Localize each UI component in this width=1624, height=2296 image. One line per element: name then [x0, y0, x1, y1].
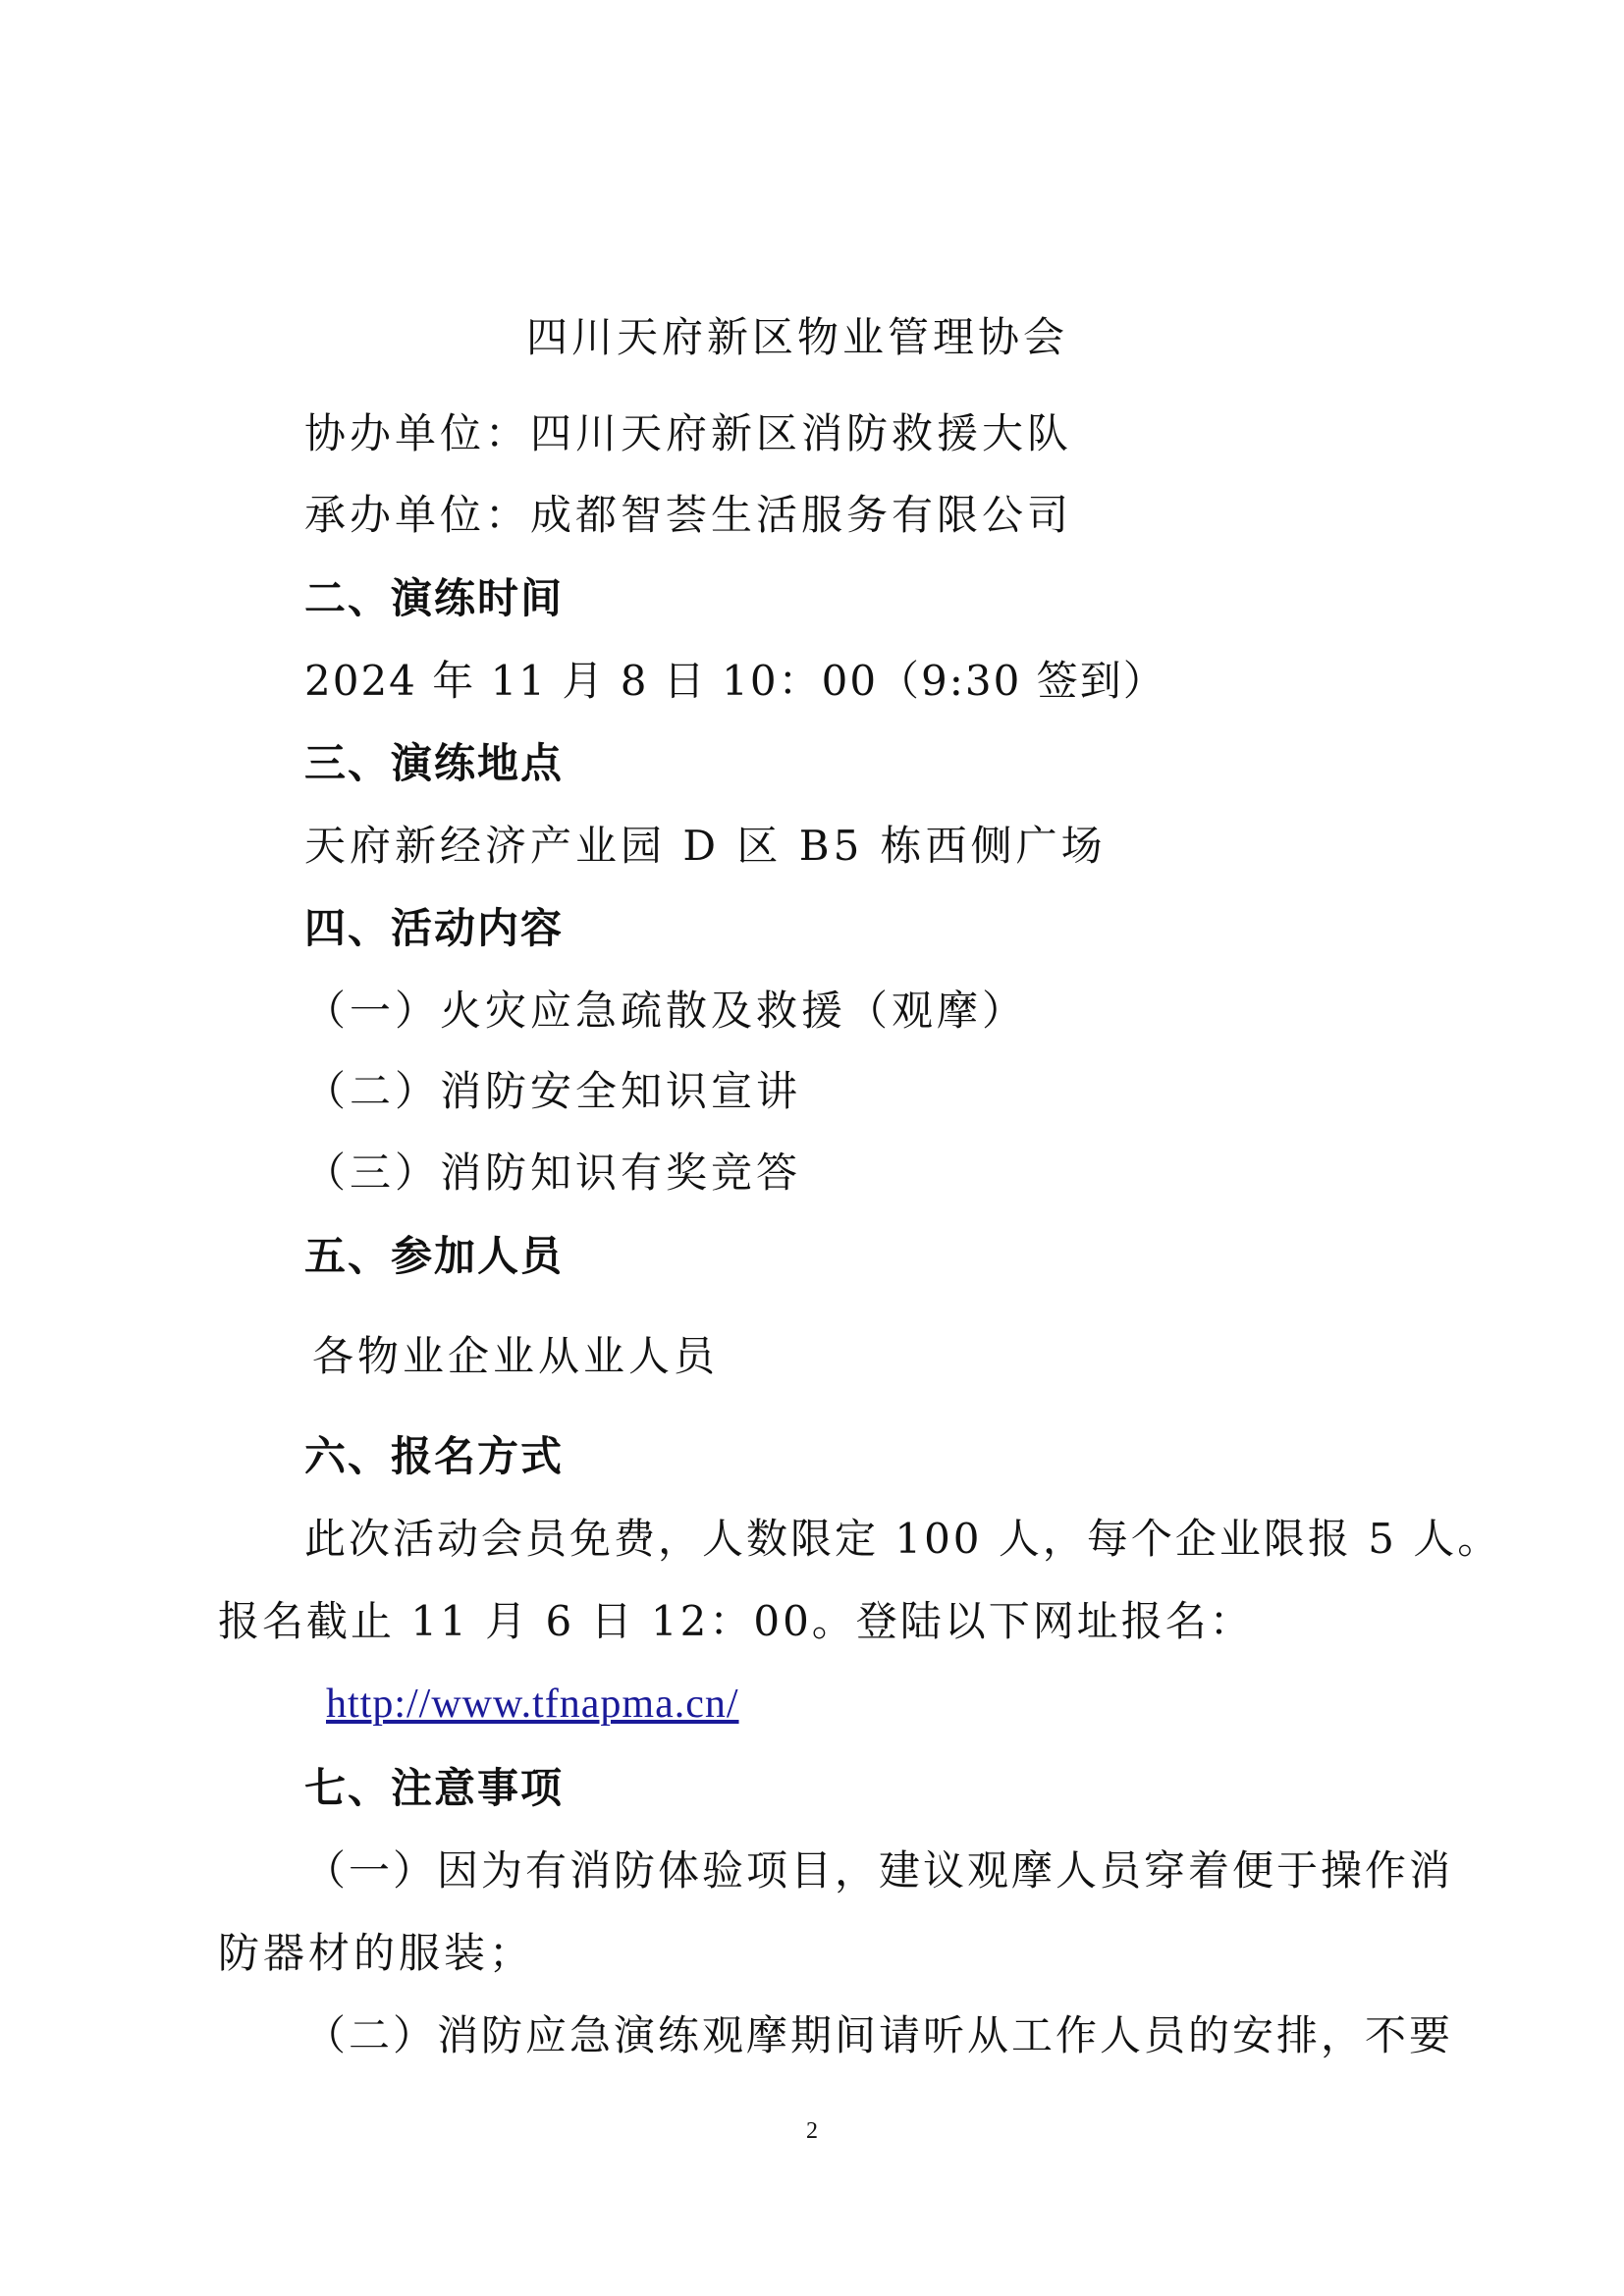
time-text: 2024 年 11 月 8 日 10：00（9:30 签到） [304, 657, 1166, 705]
content-item-1: （一）火灾应急疏散及救援（观摩） [304, 987, 1028, 1035]
registration-url-link[interactable]: http://www.tfnapma.cn/ [326, 1682, 739, 1727]
organizer-line: 四川天府新区物业管理协会 [526, 313, 1069, 361]
registration-heading: 六、报名方式 [304, 1432, 565, 1480]
participants-text: 各物业企业从业人员 [312, 1332, 720, 1380]
content-item-2: （二）消防安全知识宣讲 [304, 1067, 802, 1115]
notes-item-1-line-1: （一）因为有消防体验项目，建议观摩人员穿着便于操作消 [304, 1846, 1454, 1895]
undertaker-line: 承办单位：成都智荟生活服务有限公司 [304, 491, 1073, 539]
time-heading: 二、演练时间 [304, 574, 565, 622]
notes-item-2-line-1: （二）消防应急演练观摩期间请听从工作人员的安排，不要 [304, 2011, 1454, 2059]
registration-line-2: 报名截止 11 月 6 日 12：00。登陆以下网址报名： [218, 1597, 1254, 1645]
location-text: 天府新经济产业园 D 区 B5 栋西侧广场 [304, 822, 1107, 870]
registration-line-1: 此次活动会员免费，人数限定 100 人，每个企业限报 5 人。 [304, 1515, 1502, 1563]
notes-item-1-line-2: 防器材的服装； [218, 1929, 535, 1977]
page-number: 2 [806, 2118, 818, 2144]
co-organizer-line: 协办单位：四川天府新区消防救援大队 [304, 409, 1073, 457]
location-heading: 三、演练地点 [304, 739, 565, 787]
content-item-3: （三）消防知识有奖竞答 [304, 1148, 802, 1197]
notes-heading: 七、注意事项 [304, 1764, 565, 1812]
participants-heading: 五、参加人员 [304, 1232, 565, 1280]
content-heading: 四、活动内容 [304, 904, 565, 952]
